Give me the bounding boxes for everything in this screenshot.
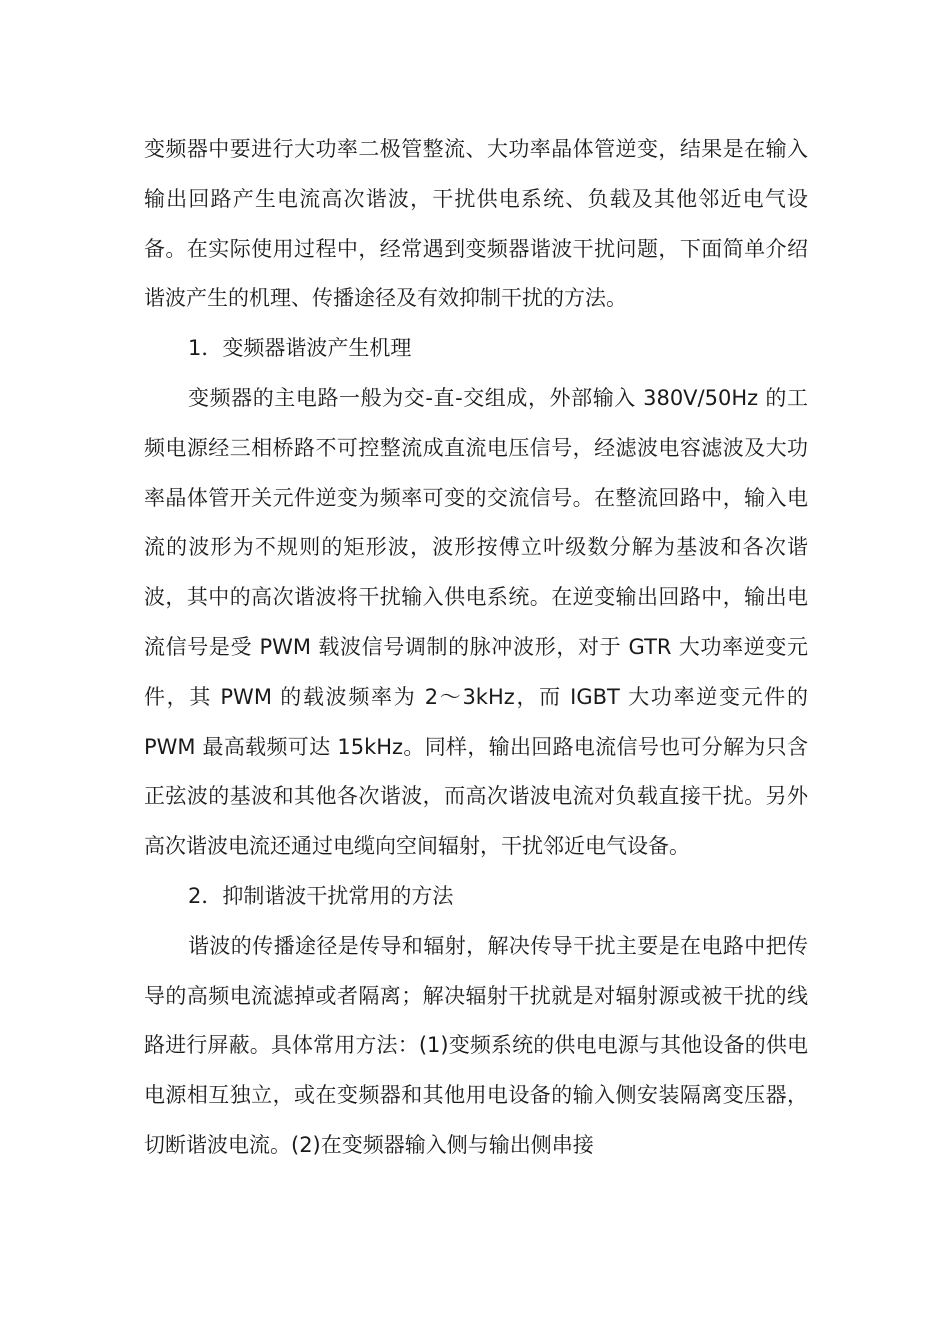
section-1-paragraph: 变频器的主电路一般为交-直-交组成，外部输入 380V/50Hz 的工频电源经三相桥路不可控整流成直流电压信号，经滤波电容滤波及大功率晶体管开关元件逆变为频率可变的交流信号。在整流回路中，输入电流的波形为不规则的矩形波，波形按傅立叶级数分解为基波和各次谐波，其中的高次谐波将干扰输入供电系统。在逆变输出回路中，输出电流信号是受 PWM 载波信号调制的脉冲波形，对于 GTR 大功率逆变元件，其 PWM 的载波频率为 2～3kHz，而 IGBT 大功率逆变元件的 PWM 最高载频可达 15kHz。同样，输出回路电流信号也可分解为只含正弦波的基波和其他各次谐波，而高次谐波电流对负载直接干扰。另外高次谐波电流还通过电缆向空间辐射，干扰邻近电气设备。 [144,385,808,859]
section-heading-1: 1．变频器谐波产生机理 [188,336,412,361]
intro-paragraph: 变频器中要进行大功率二极管整流、大功率晶体管逆变，结果是在输入输出回路产生电流高次谐波，干扰供电系统、负载及其他邻近电气设备。在实际使用过程中，经常遇到变频器谐波干扰问题，下面简单介绍谐波产生的机理、传播途径及有效抑制干扰的方法。 [144,137,808,311]
section-2-paragraph: 谐波的传播途径是传导和辐射，解决传导干扰主要是在电路中把传导的高频电流滤掉或者隔离；解决辐射干扰就是对辐射源或被干扰的线路进行屏蔽。具体常用方法：(1)变频系统的供电电源与其他设备的供电电源相互独立，或在变频器和其他用电设备的输入侧安装隔离变压器，切断谐波电流。(2)在变频器输入侧与输出侧串接 [144,933,808,1157]
document-body [144,125,808,1171]
section-heading-2: 2．抑制谐波干扰常用的方法 [188,883,454,908]
